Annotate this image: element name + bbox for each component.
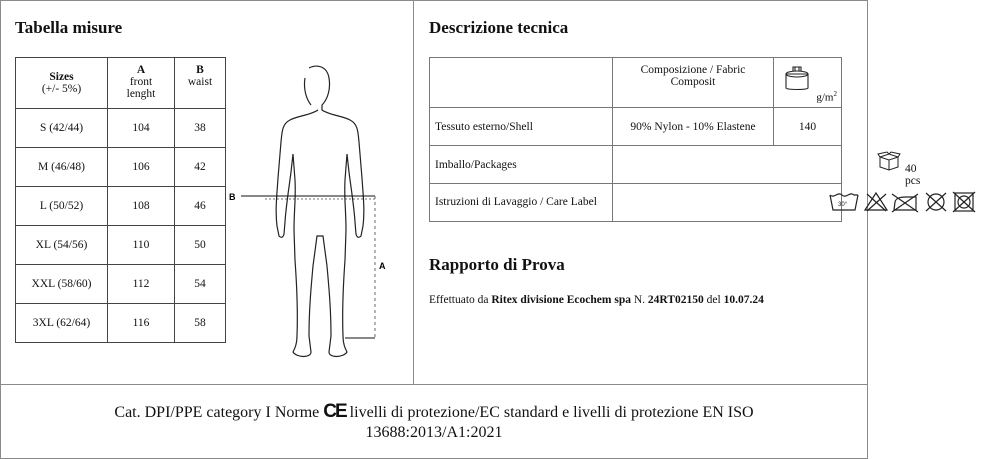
shell-value: 90% Nylon - 10% Elastene	[613, 108, 774, 146]
composition-header: Composizione / Fabric Composit	[613, 58, 774, 108]
label-b: B	[229, 192, 236, 202]
weight-unit	[816, 90, 837, 104]
label-a: A	[379, 261, 386, 271]
no-iron-icon	[892, 194, 918, 212]
care-row	[430, 184, 842, 222]
shell-label: Tessuto esterno/Shell	[430, 108, 613, 146]
report-date-prefix: del	[706, 294, 721, 306]
no-tumble-dry-icon	[953, 192, 975, 212]
shell-weight: 140	[774, 108, 842, 146]
weight-unit-base: g/m	[816, 92, 834, 104]
front-length-cell: 112	[108, 265, 175, 304]
tech-header-empty	[430, 58, 613, 108]
packages-row	[430, 146, 842, 184]
weight-icon	[782, 64, 812, 92]
report-title: Rapporto di Prova	[429, 255, 565, 274]
table-row	[16, 148, 226, 187]
header-a-line1: front	[129, 76, 153, 88]
report-number: 24RT02150	[647, 294, 704, 306]
no-bleach-icon	[865, 193, 887, 211]
table-row	[16, 226, 226, 265]
waist-cell: 58	[175, 304, 226, 343]
header-a	[108, 58, 175, 109]
body-measurement-figure	[225, 60, 405, 365]
header-b-letter: B	[196, 64, 204, 76]
header-b	[175, 58, 226, 109]
footer-part2: livelli di protezione/EC standard e livelli di protezione EN ISO	[349, 404, 754, 421]
size-table-title: Tabella misure	[15, 18, 123, 37]
care-symbols	[828, 190, 998, 214]
table-row	[16, 187, 226, 226]
size-cell: S (42/44)	[16, 109, 108, 148]
table-row	[16, 109, 226, 148]
shell-row	[430, 108, 842, 146]
waist-cell: 54	[175, 265, 226, 304]
care-label: Istruzioni di Lavaggio / Care Label	[430, 184, 613, 222]
header-a-line2: lenght	[126, 88, 156, 100]
weight-header	[774, 58, 842, 108]
ce-mark-icon: CE	[323, 401, 346, 422]
report-prefix: Effettuato da	[429, 294, 489, 306]
report-line	[429, 294, 764, 306]
front-length-cell: 106	[108, 148, 175, 187]
size-cell: 3XL (62/64)	[16, 304, 108, 343]
waist-cell: 42	[175, 148, 226, 187]
table-row	[16, 304, 226, 343]
vertical-divider	[413, 0, 414, 384]
front-length-cell: 108	[108, 187, 175, 226]
wash-temp-label: 30°	[838, 202, 848, 208]
package-box-icon	[877, 151, 901, 171]
size-table-header	[16, 58, 226, 109]
size-table	[15, 57, 226, 343]
report-lab: Ritex divisione Ecochem spa	[491, 294, 631, 306]
report-date: 10.07.24	[723, 294, 764, 306]
packages-label: Imballo/Packages	[430, 146, 613, 184]
weight-unit-exp: 2	[833, 90, 837, 99]
front-length-cell: 110	[108, 226, 175, 265]
header-sizes-label: Sizes	[49, 71, 74, 83]
size-cell: XL (54/56)	[16, 226, 108, 265]
size-cell: XXL (58/60)	[16, 265, 108, 304]
horizontal-divider	[0, 384, 868, 385]
header-a-letter: A	[136, 64, 146, 76]
tech-header-row	[430, 58, 842, 108]
waist-cell: 46	[175, 187, 226, 226]
tech-title: Descrizione tecnica	[429, 18, 569, 37]
report-number-prefix: N.	[633, 294, 646, 306]
header-b-line1: waist	[187, 76, 213, 88]
tech-table	[429, 57, 921, 222]
body-outline-icon	[276, 66, 364, 356]
size-cell: M (46/48)	[16, 148, 108, 187]
footer-line2: 13688:2013/A1:2021	[365, 424, 503, 441]
header-sizes	[16, 58, 108, 109]
front-length-cell: 116	[108, 304, 175, 343]
waist-cell: 38	[175, 109, 226, 148]
table-row	[16, 265, 226, 304]
header-sizes-tolerance: (+/- 5%)	[41, 83, 82, 95]
footer-line1	[0, 402, 868, 423]
no-dry-clean-icon	[926, 193, 946, 211]
front-length-cell: 104	[108, 109, 175, 148]
packages-value: 40 pcs	[905, 163, 921, 187]
footer-norms	[0, 402, 868, 443]
size-cell: L (50/52)	[16, 187, 108, 226]
care-symbols-cell	[613, 184, 848, 222]
waist-cell: 50	[175, 226, 226, 265]
packages-value-cell	[613, 146, 921, 187]
footer-part1: Cat. DPI/PPE category I Norme	[114, 404, 320, 421]
